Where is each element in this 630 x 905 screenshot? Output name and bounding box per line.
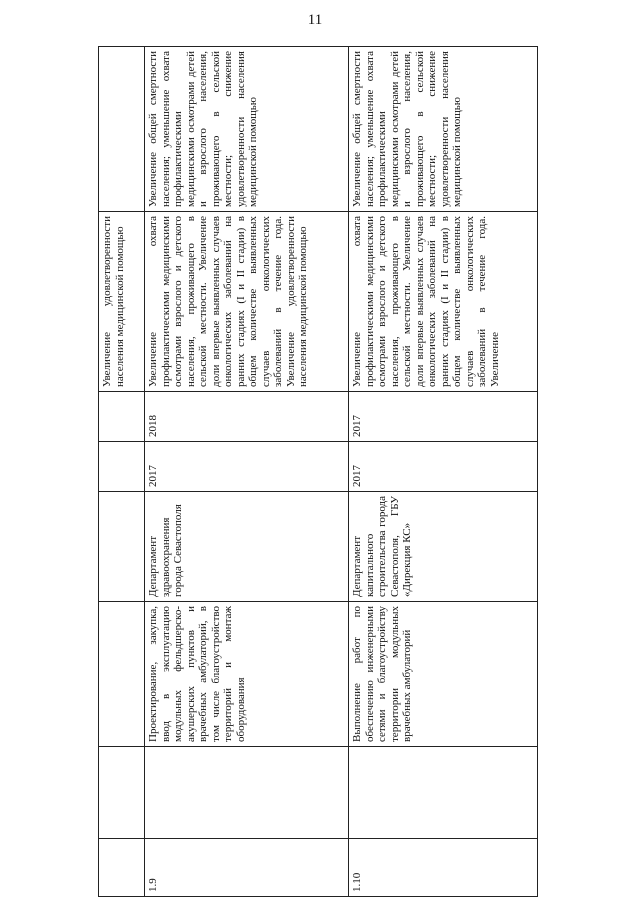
indicator-cell: Увеличение удовлетворенности населения медицинской помощью (99, 212, 145, 392)
row-number: 1.10 (349, 839, 538, 897)
start-year-cell: 2017 (145, 442, 349, 492)
executor-cell: Департамент здравоохранения города Севастополя (145, 492, 349, 602)
table-row-continuation (99, 47, 145, 897)
measures-table (98, 46, 538, 897)
start-year-cell: 2017 (349, 442, 538, 492)
result-cell: Увеличение охвата профилактическими медицинскими осмотрами взрослого и детского населения, проживающего в сельской местности. Увеличение доли впервые выявленных случаев онкологических заболеваний на ранних стадиях (I и II стадии) в общем количестве выявленных случаев онкологических заболеваний в течение года. Увеличение (349, 212, 538, 392)
table-row (349, 47, 538, 897)
result-cell: Увеличение охвата профилактическими медицинскими осмотрами взрослого и детского населения, проживающего в сельской местности. Увеличение доли впервые выявленных случаев онкологических заболеваний на ранних стадиях (I и II стадии) в общем количестве выявленных случаев онкологических заболеваний в течение года. Увеличение удовлетворенности населения медицинской помощью (145, 212, 349, 392)
page-number: 11 (307, 12, 323, 28)
end-year-cell: 2017 (349, 392, 538, 442)
consequences-cell: Увеличение общей смертности населения; уменьшение охвата профилактическими медицинскими осмотрами детей и взрослого населения, проживающего в сельской местности; снижение удовлетворенности населения медицинской помощью (349, 47, 538, 212)
action-cell: Выполнение работ по обеспечению инженерными сетями и благоустройству территории модульных врачебных амбулаторий (349, 602, 538, 747)
rotated-table-wrapper (98, 47, 538, 897)
executor-cell: Департамент капитального строительства города Севастополя, ГБУ «Дирекция КС» (349, 492, 538, 602)
row-number: 1.9 (145, 839, 349, 897)
action-cell: Проектирование, закупка, ввод в эксплуатацию модульных фельдшерско-акушерских пунктов и врачебных амбулаторий, в том числе благоустройство территорий и монтаж оборудования (145, 602, 349, 747)
consequences-cell: Увеличение общей смертности населения; уменьшение охвата профилактическими медицинскими осмотрами детей и взрослого населения, проживающего в сельской местности; снижение удовлетворенности населения медицинской помощью (145, 47, 349, 212)
table-row (145, 47, 349, 897)
end-year-cell: 2018 (145, 392, 349, 442)
